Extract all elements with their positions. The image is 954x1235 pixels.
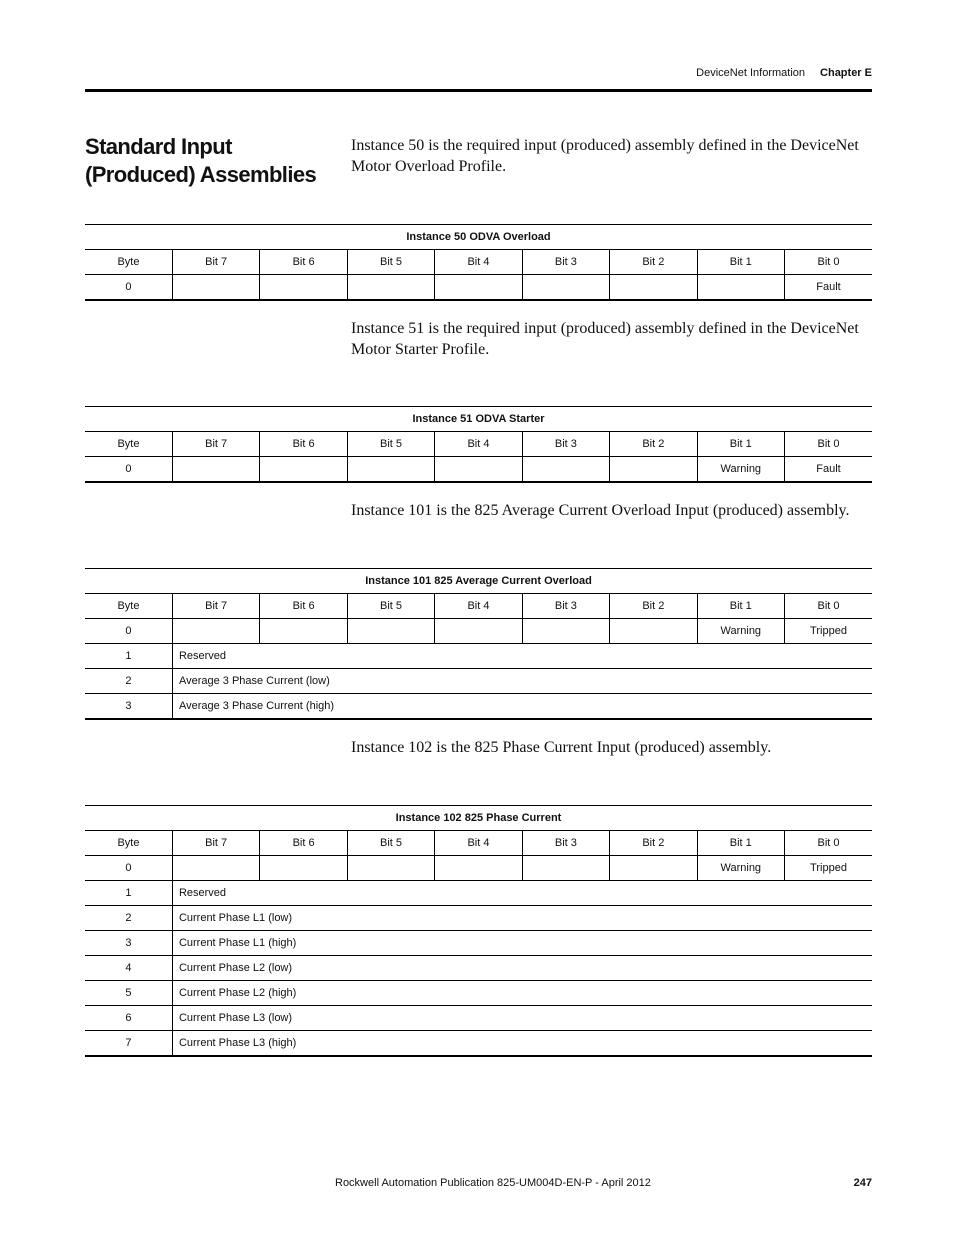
bit-cell [172,619,259,644]
field-cell: Average 3 Phase Current (high) [172,694,872,720]
bit-cell [347,275,434,301]
table-row [85,694,872,720]
table-row [85,275,872,301]
bit-cell [522,457,609,483]
table-row [85,644,872,669]
table-row [85,881,872,906]
bit-cell [697,275,784,301]
table-row [85,931,872,956]
assembly-table [85,568,872,720]
byte-cell: 4 [85,956,172,981]
field-cell: Current Phase L2 (high) [172,981,872,1006]
field-cell: Current Phase L2 (low) [172,956,872,981]
column-header: Bit 2 [610,250,697,275]
bit-cell [260,856,347,881]
page-footer [85,1177,872,1193]
page-number: 247 [853,1177,872,1189]
bit-cell [522,856,609,881]
bit-cell [435,457,522,483]
table-row [85,906,872,931]
intro-paragraph: Instance 51 is the required input (produced) assembly defined in the DeviceNet Motor Starter Profile. [351,320,859,358]
table-row [85,956,872,981]
bit-cell [347,457,434,483]
bit-cell: Fault [785,275,873,301]
bit-cell: Warning [697,457,784,483]
column-header: Bit 6 [260,831,347,856]
bit-cell [610,275,697,301]
column-header: Bit 0 [785,250,873,275]
column-header: Bit 7 [172,250,259,275]
column-header: Bit 4 [435,250,522,275]
column-header: Bit 1 [697,594,784,619]
bit-cell [435,275,522,301]
assembly-table [85,406,872,483]
column-header: Bit 6 [260,432,347,457]
column-header: Byte [85,594,172,619]
bit-cell [610,457,697,483]
column-header: Bit 6 [260,250,347,275]
bit-cell [522,275,609,301]
table-row [85,856,872,881]
column-header: Bit 3 [522,594,609,619]
byte-cell: 0 [85,275,172,301]
bit-cell: Warning [697,619,784,644]
table-row [85,1006,872,1031]
column-header: Bit 1 [697,831,784,856]
column-header: Bit 5 [347,594,434,619]
bit-cell: Tripped [785,856,873,881]
column-header: Bit 5 [347,250,434,275]
column-header: Bit 4 [435,594,522,619]
bit-cell [435,619,522,644]
column-header: Bit 4 [435,831,522,856]
byte-cell: 2 [85,906,172,931]
column-header: Byte [85,250,172,275]
bit-cell [347,856,434,881]
bit-cell [260,275,347,301]
table-row [85,669,872,694]
table-row [85,457,872,483]
bit-cell [172,275,259,301]
field-cell: Average 3 Phase Current (low) [172,669,872,694]
field-cell: Current Phase L3 (high) [172,1031,872,1057]
column-header: Bit 2 [610,594,697,619]
running-header [85,67,872,83]
table-row [85,619,872,644]
bit-cell [435,856,522,881]
header-rule [85,89,872,92]
table-caption: Instance 51 ODVA Starter [85,407,872,432]
column-header: Bit 6 [260,594,347,619]
column-header: Bit 3 [522,432,609,457]
byte-cell: 5 [85,981,172,1006]
intro-paragraph: Instance 50 is the required input (produced) assembly defined in the DeviceNet Motor Overload Profile. [351,137,859,175]
section-title: Standard Input (Produced) Assemblies [85,134,317,187]
column-header: Bit 1 [697,250,784,275]
byte-cell: 0 [85,457,172,483]
intro-paragraph: Instance 101 is the 825 Average Current Overload Input (produced) assembly. [351,502,850,519]
intro-paragraph: Instance 102 is the 825 Phase Current Input (produced) assembly. [351,739,772,756]
table-caption: Instance 50 ODVA Overload [85,225,872,250]
column-header: Byte [85,432,172,457]
byte-cell: 1 [85,644,172,669]
table-row [85,981,872,1006]
field-cell: Current Phase L1 (high) [172,931,872,956]
byte-cell: 7 [85,1031,172,1057]
bit-cell: Fault [785,457,873,483]
byte-cell: 6 [85,1006,172,1031]
byte-cell: 0 [85,619,172,644]
column-header: Bit 0 [785,432,873,457]
column-header: Bit 5 [347,432,434,457]
table-caption: Instance 101 825 Average Current Overload [85,569,872,594]
byte-cell: 3 [85,931,172,956]
header-chapter: Chapter E [820,67,872,79]
column-header: Byte [85,831,172,856]
column-header: Bit 2 [610,432,697,457]
field-cell: Current Phase L3 (low) [172,1006,872,1031]
column-header: Bit 1 [697,432,784,457]
bit-cell [522,619,609,644]
table-row [85,1031,872,1057]
byte-cell: 3 [85,694,172,720]
table-caption: Instance 102 825 Phase Current [85,806,872,831]
bit-cell [172,457,259,483]
column-header: Bit 7 [172,432,259,457]
column-header: Bit 0 [785,594,873,619]
column-header: Bit 3 [522,831,609,856]
field-cell: Current Phase L1 (low) [172,906,872,931]
byte-cell: 0 [85,856,172,881]
bit-cell [610,856,697,881]
column-header: Bit 0 [785,831,873,856]
column-header: Bit 5 [347,831,434,856]
publication-info: Rockwell Automation Publication 825-UM004D-EN-P - April 2012 [335,1177,651,1189]
bit-cell [347,619,434,644]
column-header: Bit 7 [172,831,259,856]
field-cell: Reserved [172,881,872,906]
bit-cell [260,457,347,483]
bit-cell: Warning [697,856,784,881]
byte-cell: 2 [85,669,172,694]
bit-cell [610,619,697,644]
field-cell: Reserved [172,644,872,669]
header-section: DeviceNet Information [696,67,805,79]
column-header: Bit 2 [610,831,697,856]
bit-cell [172,856,259,881]
byte-cell: 1 [85,881,172,906]
column-header: Bit 3 [522,250,609,275]
column-header: Bit 4 [435,432,522,457]
column-header: Bit 7 [172,594,259,619]
assembly-table [85,224,872,301]
bit-cell: Tripped [785,619,873,644]
bit-cell [260,619,347,644]
assembly-table [85,805,872,1057]
